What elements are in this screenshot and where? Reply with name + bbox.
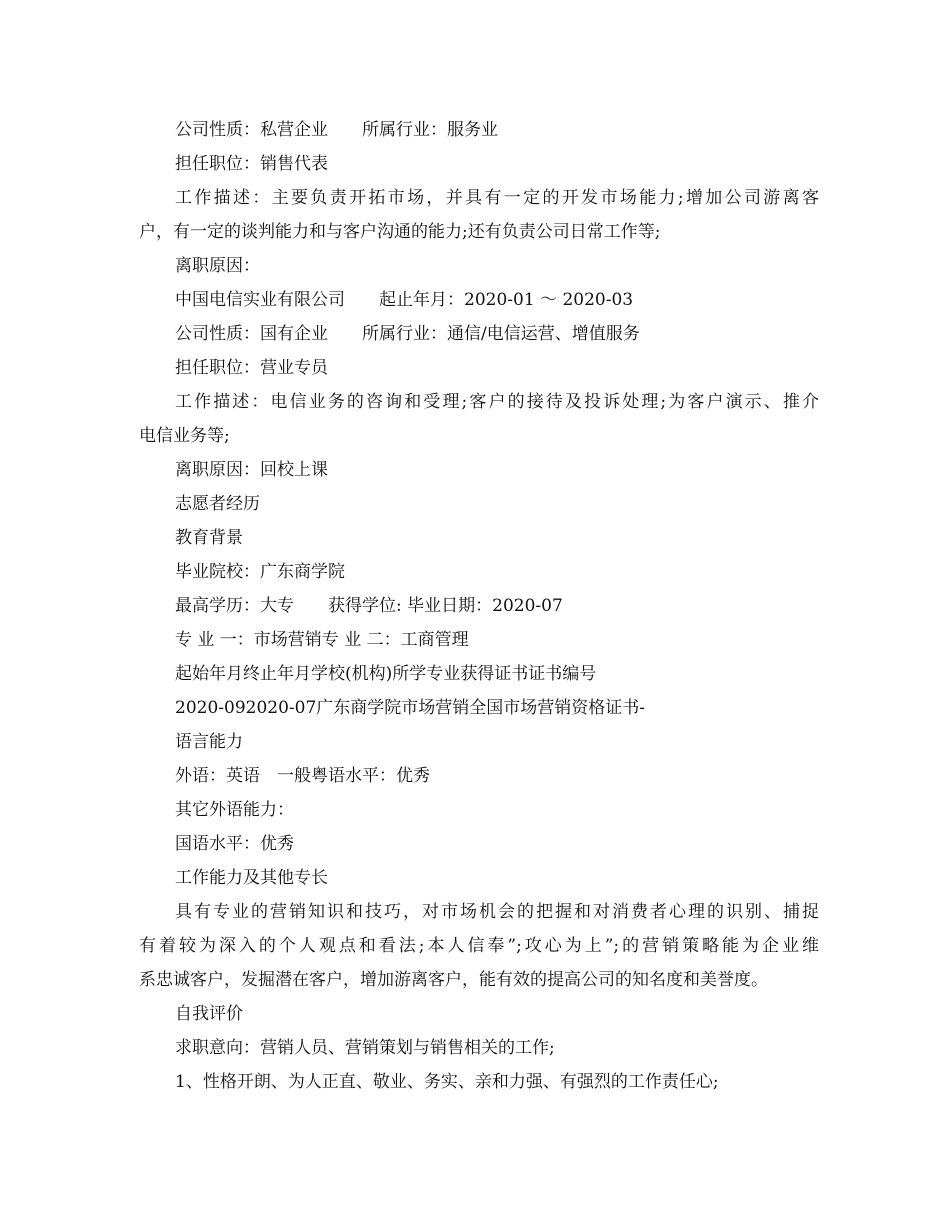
skills-paragraph-line: 系忠诚客户，发掘潜在客户，增加游离客户，能有效的提高公司的知名度和美誉度。 bbox=[139, 970, 768, 990]
major-line: 专 业 一：市场营销专 业 二：工商管理 bbox=[175, 630, 469, 650]
job-description-line: 工作描述：电信业务的咨询和受理;客户的接待及投诉处理;为客户演示、推介 bbox=[175, 392, 819, 412]
school-line: 毕业院校：广东商学院 bbox=[175, 562, 345, 582]
section-heading-skills: 工作能力及其他专长 bbox=[175, 868, 328, 888]
certificate-header-line: 起始年月终止年月学校(机构)所学专业获得证书证书编号 bbox=[175, 664, 597, 684]
position-line: 担任职位：营业专员 bbox=[175, 358, 328, 378]
position-line: 担任职位：销售代表 bbox=[175, 154, 328, 174]
mandarin-line: 国语水平：优秀 bbox=[175, 834, 294, 854]
company-nature-line: 公司性质：国有企业 所属行业：通信/电信运营、增值服务 bbox=[175, 324, 640, 344]
job-description-continuation: 电信业务等; bbox=[139, 426, 230, 446]
job-intention-line: 求职意向：营销人员、营销策划与销售相关的工作; bbox=[175, 1038, 555, 1058]
section-heading-self-evaluation: 自我评价 bbox=[175, 1004, 243, 1024]
company-name-line: 中国电信实业有限公司 起止年月：2020-01 ～ 2020-03 bbox=[175, 290, 634, 310]
section-heading-education: 教育背景 bbox=[175, 528, 243, 548]
skills-paragraph-line: 具有专业的营销知识和技巧，对市场机会的把握和对消费者心理的识别、捕捉 bbox=[175, 902, 819, 922]
foreign-language-line: 外语：英语 一般粤语水平：优秀 bbox=[175, 766, 430, 786]
self-evaluation-item: 1、性格开朗、为人正直、敬业、务实、亲和力强、有强烈的工作责任心; bbox=[175, 1072, 719, 1092]
skills-paragraph-line: 有着较为深入的个人观点和看法;本人信奉”;攻心为上”;的营销策略能为企业维 bbox=[139, 936, 819, 956]
company-nature-line: 公司性质：私营企业 所属行业：服务业 bbox=[175, 120, 498, 140]
job-description-line: 工作描述：主要负责开拓市场，并具有一定的开发市场能力;增加公司游离客 bbox=[175, 188, 819, 208]
other-language-line: 其它外语能力： bbox=[175, 800, 294, 820]
section-heading-volunteer: 志愿者经历 bbox=[175, 494, 260, 514]
leaving-reason-line: 离职原因：回校上课 bbox=[175, 460, 328, 480]
degree-line: 最高学历：大专 获得学位: 毕业日期：2020-07 bbox=[175, 596, 563, 616]
section-heading-language: 语言能力 bbox=[175, 732, 243, 752]
resume-text-block bbox=[139, 113, 819, 1099]
job-description-continuation: 户，有一定的谈判能力和与客户沟通的能力;还有负责公司日常工作等; bbox=[139, 222, 661, 242]
leaving-reason-line: 离职原因： bbox=[175, 256, 260, 276]
certificate-row-line: 2020-092020-07广东商学院市场营销全国市场营销资格证书- bbox=[175, 698, 646, 718]
